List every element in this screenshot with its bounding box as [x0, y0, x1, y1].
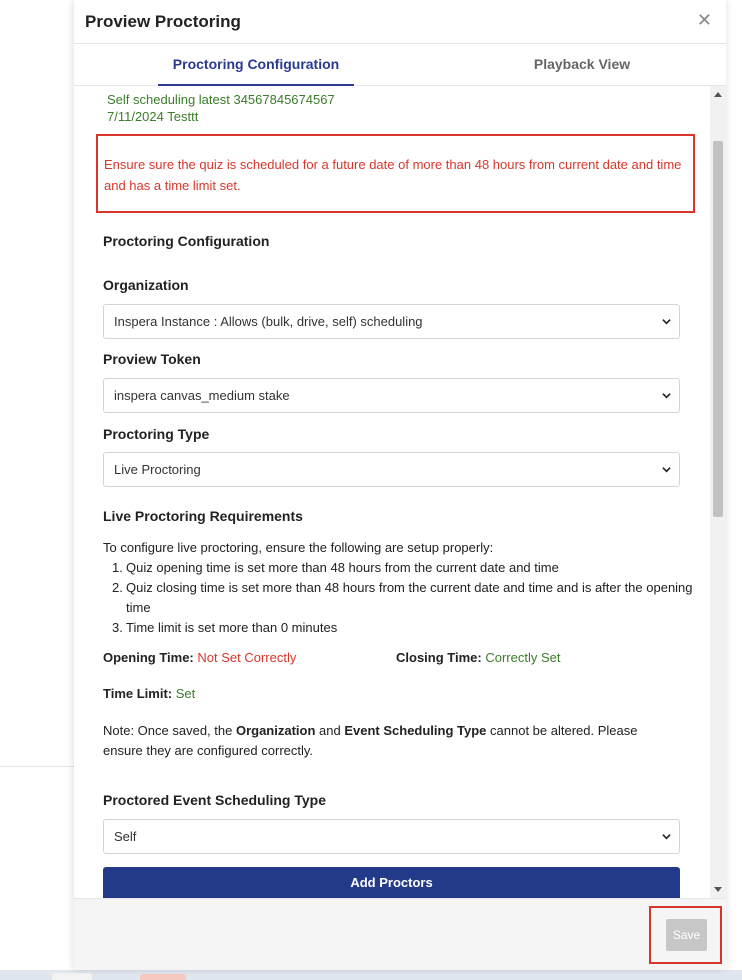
add-proctors-button[interactable]: Add Proctors: [103, 867, 680, 898]
scheduling-type-value: Self: [114, 829, 137, 844]
proctoring-type-select[interactable]: [103, 452, 680, 487]
proctoring-type-value: Live Proctoring: [114, 462, 201, 477]
requirements-list: [103, 558, 693, 638]
modal-content: [74, 86, 710, 898]
modal-footer: [74, 898, 726, 970]
save-highlight: [649, 906, 722, 964]
scheduling-type-label: Proctored Event Scheduling Type: [103, 792, 327, 808]
organization-select[interactable]: [103, 304, 680, 339]
chevron-down-icon: [662, 391, 671, 400]
scroll-up-icon[interactable]: [714, 92, 722, 97]
close-icon[interactable]: ✕: [696, 10, 712, 30]
scroll-down-icon[interactable]: [714, 887, 722, 892]
scheduling-type-select[interactable]: [103, 819, 680, 854]
taskbar-strip: [0, 970, 742, 980]
warning-message: Ensure sure the quiz is scheduled for a future date of more than 48 hours from current date and time and has a time limit set.: [96, 134, 695, 213]
organization-label: Organization: [103, 277, 189, 293]
requirements-title: Live Proctoring Requirements: [103, 508, 303, 524]
opening-time-status: Opening Time: Not Set Correctly: [103, 650, 297, 665]
list-item: 2. Quiz closing time is set more than 48 hours from the current date and time and is after the opening time: [112, 580, 693, 615]
proview-token-label: Proview Token: [103, 351, 201, 367]
proview-token-value: inspera canvas_medium stake: [114, 388, 290, 403]
chevron-down-icon: [662, 317, 671, 326]
list-item: 3. Time limit is set more than 0 minutes: [112, 620, 338, 635]
scrollbar[interactable]: [710, 86, 726, 898]
note-text: Note: Once saved, the Organization and Event Scheduling Type cannot be altered. Please ensure they are configured correctly.: [103, 723, 638, 758]
chevron-down-icon: [662, 465, 671, 474]
tab-bar: [74, 44, 726, 86]
course-date: 7/11/2024 Testtt: [107, 109, 199, 124]
tab-proctoring-configuration[interactable]: Proctoring Configuration: [158, 44, 354, 86]
save-button[interactable]: Save: [666, 919, 707, 951]
requirements-intro: To configure live proctoring, ensure the following are setup properly:: [103, 540, 494, 555]
organization-value: Inspera Instance : Allows (bulk, drive, self) scheduling: [114, 314, 423, 329]
background-divider: [0, 766, 74, 767]
section-title: Proctoring Configuration: [103, 233, 270, 249]
taskbar-tab[interactable]: [52, 973, 92, 980]
tab-playback-view[interactable]: Playback View: [533, 56, 631, 72]
time-limit-status: Time Limit: Set: [103, 686, 196, 701]
chevron-down-icon: [662, 832, 671, 841]
modal-title: Proview Proctoring: [85, 12, 241, 31]
scrollbar-thumb[interactable]: [713, 141, 723, 517]
proview-token-select[interactable]: [103, 378, 680, 413]
proview-modal: [74, 0, 726, 970]
list-item: 1. Quiz opening time is set more than 48 hours from the current date and time: [112, 560, 559, 575]
proctoring-type-label: Proctoring Type: [103, 426, 210, 442]
closing-time-status: Closing Time: Correctly Set: [396, 650, 561, 665]
taskbar-tab[interactable]: [140, 974, 186, 980]
course-name: Self scheduling latest 34567845674567: [107, 92, 335, 107]
